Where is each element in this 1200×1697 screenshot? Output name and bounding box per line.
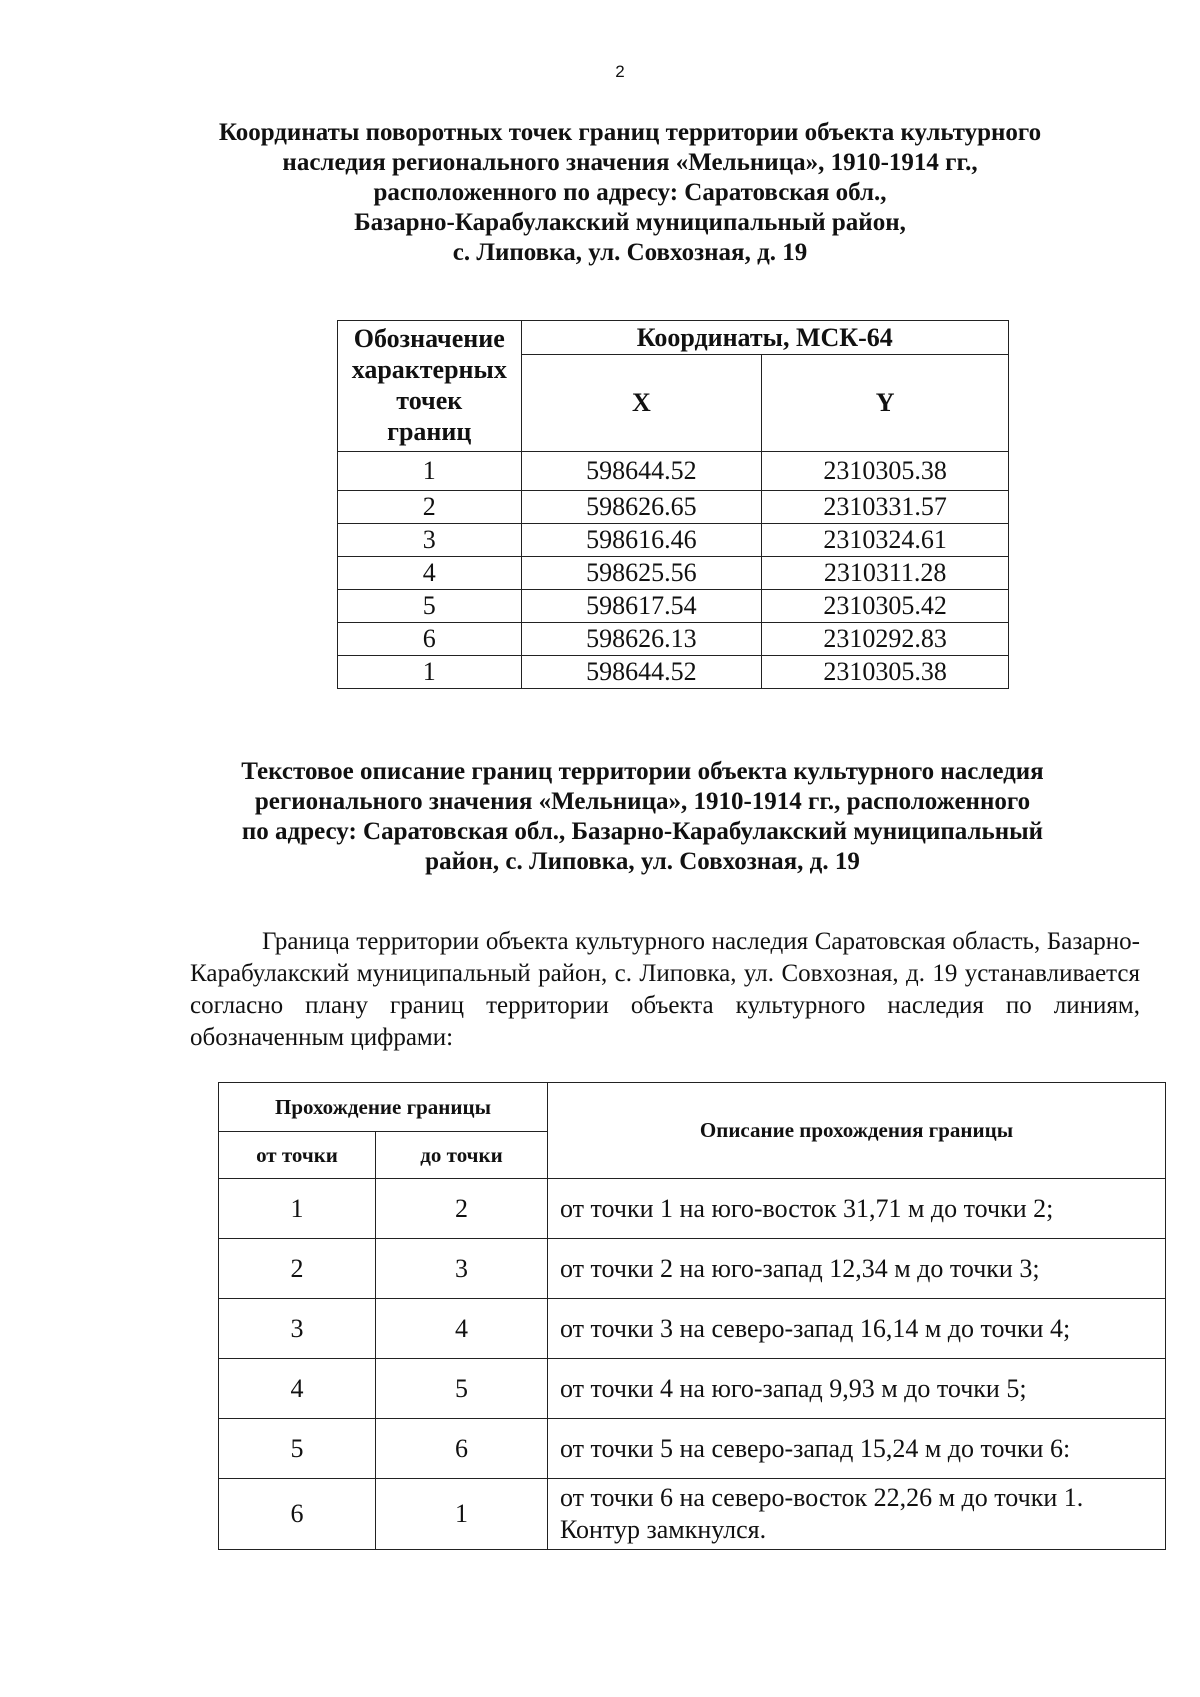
table-row	[338, 524, 1009, 557]
point-cell: 1	[338, 452, 522, 491]
description-cell: от точки 6 на северо-восток 22,26 м до точки 1. Контур замкнулся.	[548, 1479, 1166, 1550]
header-line: Обозначение	[353, 324, 505, 353]
x-cell: 598625.56	[521, 557, 762, 590]
to-point-header: до точки	[376, 1132, 548, 1179]
y-header: Y	[762, 355, 1009, 452]
y-cell: 2310305.38	[762, 656, 1009, 689]
x-cell: 598644.52	[521, 656, 762, 689]
coordinates-table	[337, 320, 1009, 689]
x-cell: 598626.65	[521, 491, 762, 524]
boundary-paragraph: Граница территории объекта культурного наследия Саратовская область, Базарно-Карабулакский муниципальный район, с. Липовка, ул. Совхозная, д. 19 устанавливается согласно плану границ территории объекта культурного наследия по линиям, обозначенным цифрами:	[190, 928, 1140, 1051]
x-cell: 598617.54	[521, 590, 762, 623]
heading-line: с. Липовка, ул. Совхозная, д. 19	[452, 239, 808, 266]
y-cell: 2310292.83	[762, 623, 1009, 656]
point-cell: 2	[338, 491, 522, 524]
table-row	[338, 557, 1009, 590]
heading-line: Координаты поворотных точек границ территории объекта культурного	[218, 119, 1042, 146]
x-cell: 598644.52	[521, 452, 762, 491]
to-point-cell: 6	[376, 1419, 548, 1479]
table-row	[338, 491, 1009, 524]
table-row	[219, 1479, 1166, 1550]
y-cell: 2310305.38	[762, 452, 1009, 491]
to-point-cell: 3	[376, 1239, 548, 1299]
heading-line: Базарно-Карабулакский муниципальный район,	[354, 209, 906, 236]
table-row	[338, 452, 1009, 491]
x-cell: 598616.46	[521, 524, 762, 557]
to-point-cell: 1	[376, 1479, 548, 1550]
designation-header	[338, 321, 522, 452]
coordinate-system-header: Координаты, МСК-64	[521, 321, 1008, 355]
table-row	[219, 1419, 1166, 1479]
to-point-cell: 2	[376, 1179, 548, 1239]
from-point-header: от точки	[219, 1132, 376, 1179]
x-cell: 598626.13	[521, 623, 762, 656]
point-cell: 5	[338, 590, 522, 623]
y-cell: 2310305.42	[762, 590, 1009, 623]
table-row	[338, 623, 1009, 656]
from-point-cell: 5	[219, 1419, 376, 1479]
heading-line: Текстовое описание границ территории объекта культурного наследия	[241, 758, 1044, 785]
description-heading	[185, 757, 1100, 877]
heading-line: район, с. Липовка, ул. Совхозная, д. 19	[425, 848, 860, 875]
from-point-cell: 2	[219, 1239, 376, 1299]
header-line: характерных	[351, 355, 507, 384]
to-point-cell: 5	[376, 1359, 548, 1419]
header-line: точек	[396, 386, 463, 415]
y-cell: 2310331.57	[762, 491, 1009, 524]
coordinates-heading	[180, 118, 1080, 268]
description-cell: от точки 4 на юго-запад 9,93 м до точки 5;	[548, 1359, 1166, 1419]
table-row	[219, 1299, 1166, 1359]
description-cell: от точки 1 на юго-восток 31,71 м до точки 2;	[548, 1179, 1166, 1239]
from-point-cell: 1	[219, 1179, 376, 1239]
y-cell: 2310324.61	[762, 524, 1009, 557]
heading-line: расположенного по адресу: Саратовская обл.,	[373, 179, 887, 206]
description-cell: от точки 3 на северо-запад 16,14 м до точки 4;	[548, 1299, 1166, 1359]
point-cell: 6	[338, 623, 522, 656]
description-header: Описание прохождения границы	[548, 1083, 1166, 1179]
from-point-cell: 6	[219, 1479, 376, 1550]
to-point-cell: 4	[376, 1299, 548, 1359]
table-row	[219, 1239, 1166, 1299]
header-line: границ	[387, 417, 472, 446]
boundary-description-table	[218, 1082, 1166, 1550]
from-point-cell: 3	[219, 1299, 376, 1359]
description-cell: от точки 2 на юго-запад 12,34 м до точки 3;	[548, 1239, 1166, 1299]
x-header: X	[521, 355, 762, 452]
passage-header: Прохождение границы	[219, 1083, 548, 1132]
heading-line: наследия регионального значения «Мельница», 1910-1914 гг.,	[282, 149, 978, 176]
point-cell: 1	[338, 656, 522, 689]
from-point-cell: 4	[219, 1359, 376, 1419]
table-row	[338, 656, 1009, 689]
point-cell: 4	[338, 557, 522, 590]
table-row	[219, 1179, 1166, 1239]
table-row	[219, 1359, 1166, 1419]
y-cell: 2310311.28	[762, 557, 1009, 590]
point-cell: 3	[338, 524, 522, 557]
table-row	[338, 590, 1009, 623]
page-number: 2	[615, 62, 625, 81]
description-cell: от точки 5 на северо-запад 15,24 м до точки 6:	[548, 1419, 1166, 1479]
heading-line: по адресу: Саратовская обл., Базарно-Карабулакский муниципальный	[241, 818, 1044, 845]
heading-line: регионального значения «Мельница», 1910-1914 гг., расположенного	[254, 788, 1031, 815]
